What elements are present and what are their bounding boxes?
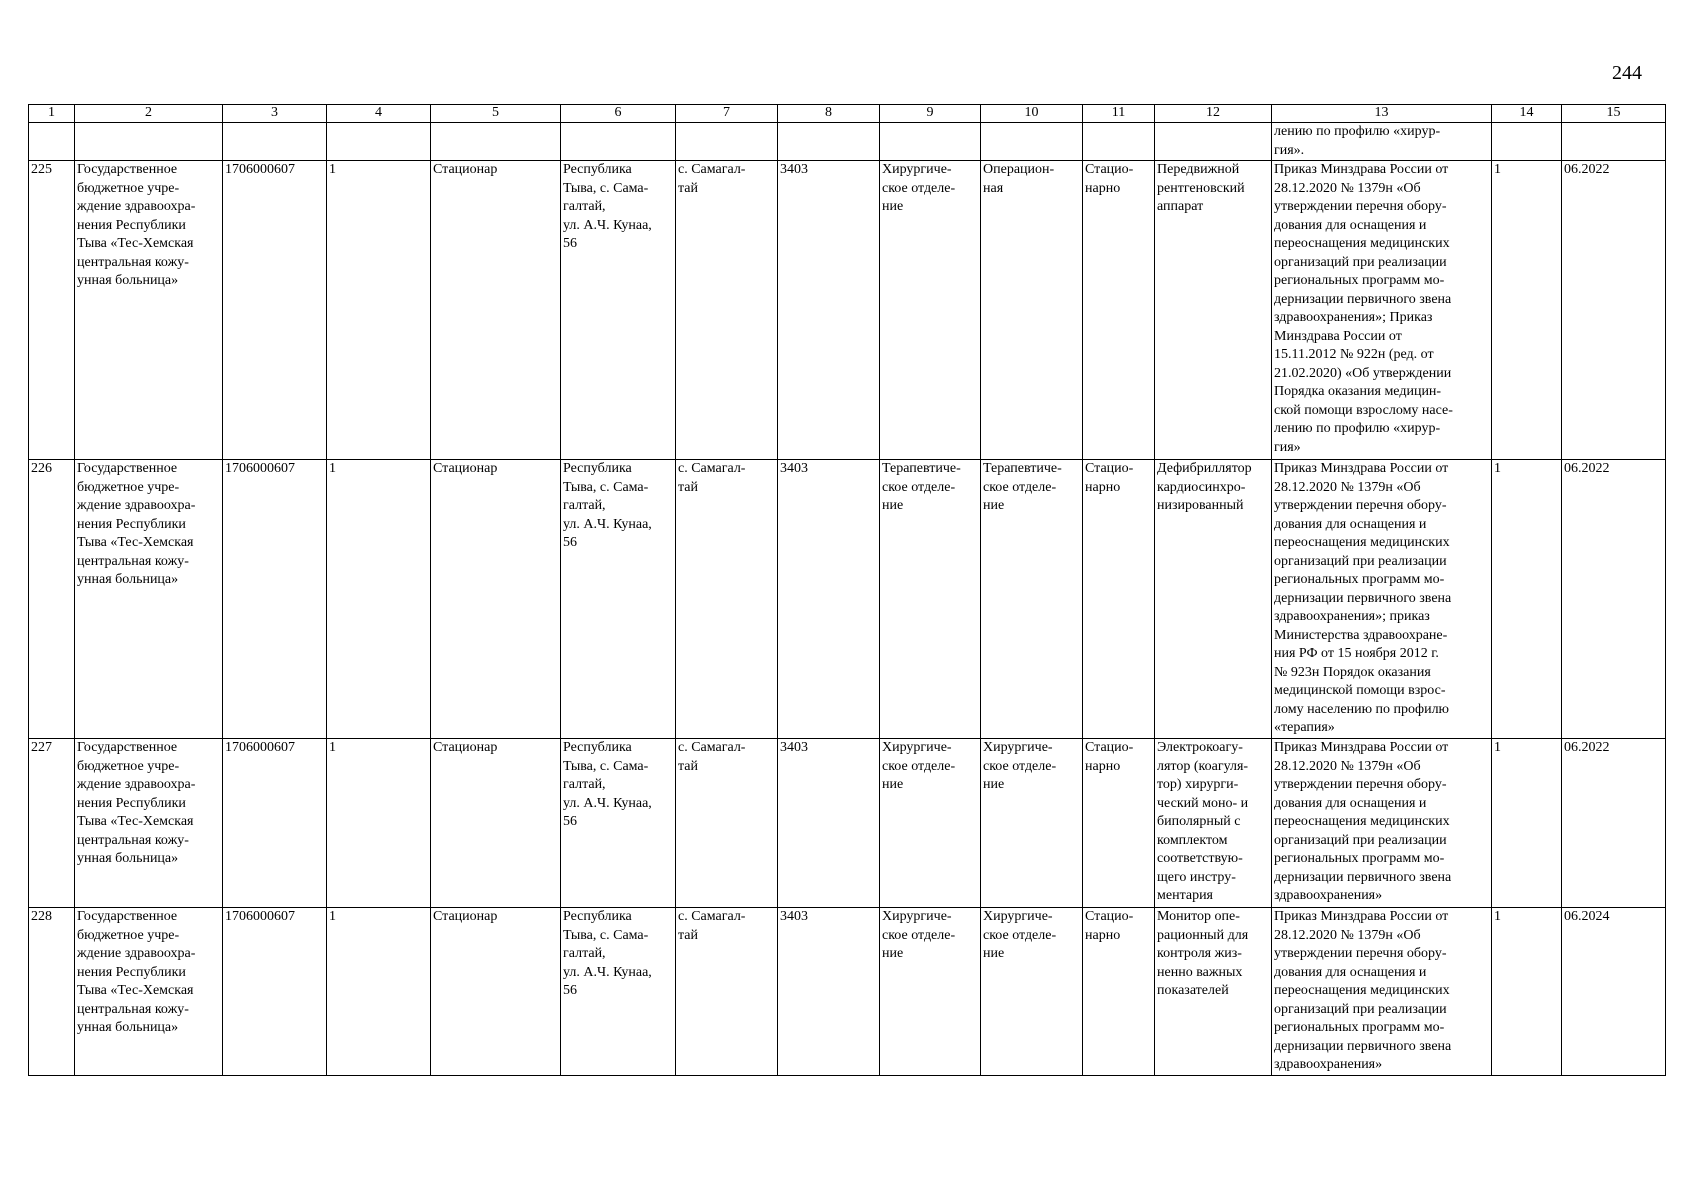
cell xyxy=(223,123,327,161)
column-header: 5 xyxy=(431,105,561,123)
cell xyxy=(880,123,981,161)
quantity-cell: 1 xyxy=(1492,460,1562,739)
cell xyxy=(1155,123,1272,161)
row-number: 226 xyxy=(29,460,75,739)
column-header: 13 xyxy=(1272,105,1492,123)
cell xyxy=(75,123,223,161)
table-row xyxy=(29,460,1666,739)
inn-cell: 1706000607 xyxy=(223,908,327,1076)
cell xyxy=(981,123,1083,161)
settlement-cell: с. Самагал- тай xyxy=(676,161,778,460)
column-header: 1 xyxy=(29,105,75,123)
column-header: 7 xyxy=(676,105,778,123)
quantity-cell: 1 xyxy=(1492,908,1562,1076)
row-number: 225 xyxy=(29,161,75,460)
column-header: 14 xyxy=(1492,105,1562,123)
cell xyxy=(1083,123,1155,161)
facility-type-cell: Стационар xyxy=(431,161,561,460)
cell xyxy=(431,123,561,161)
basis-cell: Приказ Минздрава России от 28.12.2020 № 1379н «Об утверждении перечня обору- дования для оснащения и переоснащения медицинских организаций при реализации региональных программ мо- дернизации первичного звена здравоохранения»; приказ Министерства здравоохране- ния РФ от 15 ноября 2012 г. № 923н Порядок оказания медицинской помощи взрос- лому населению по профилю «терапия» xyxy=(1272,460,1492,739)
cell xyxy=(327,123,431,161)
col4-cell: 1 xyxy=(327,161,431,460)
unit-cell: Хирургиче- ское отделе- ние xyxy=(981,908,1083,1076)
column-header: 11 xyxy=(1083,105,1155,123)
table-row xyxy=(29,908,1666,1076)
column-number-row xyxy=(29,105,1666,123)
organization-cell: Государственное бюджетное учре- ждение здравоохра- нения Республики Тыва «Тес-Хемская центральная кожу- унная больница» xyxy=(75,460,223,739)
facility-type-cell: Стационар xyxy=(431,739,561,908)
department-cell: Терапевтиче- ское отделе- ние xyxy=(880,460,981,739)
equipment-cell: Монитор опе- рационный для контроля жиз- ненно важных показателей xyxy=(1155,908,1272,1076)
mode-cell: Стацио- нарно xyxy=(1083,908,1155,1076)
organization-cell: Государственное бюджетное учре- ждение здравоохра- нения Республики Тыва «Тес-Хемская центральная кожу- унная больница» xyxy=(75,908,223,1076)
facility-type-cell: Стационар xyxy=(431,908,561,1076)
date-cell: 06.2024 xyxy=(1562,908,1666,1076)
row-number: 227 xyxy=(29,739,75,908)
code-cell: 3403 xyxy=(778,161,880,460)
equipment-cell: Дефибриллятор кардиосинхро- низированный xyxy=(1155,460,1272,739)
column-header: 12 xyxy=(1155,105,1272,123)
cell xyxy=(778,123,880,161)
unit-cell: Хирургиче- ское отделе- ние xyxy=(981,739,1083,908)
basis-cell: Приказ Минздрава России от 28.12.2020 № 1379н «Об утверждении перечня обору- дования для оснащения и переоснащения медицинских организаций при реализации региональных программ мо- дернизации первичного звена здравоохранения»; Приказ Минздрава России от 15.11.2012 № 922н (ред. от 21.02.2020) «Об утверждении Порядка оказания медицин- ской помощи взрослому насе- лению по профилю «хирур- гия» xyxy=(1272,161,1492,460)
address-cell: Республика Тыва, с. Сама- галтай, ул. А.Ч. Кунаа, 56 xyxy=(561,908,676,1076)
department-cell: Хирургиче- ское отделе- ние xyxy=(880,161,981,460)
page-number: 244 xyxy=(1612,62,1642,84)
address-cell: Республика Тыва, с. Сама- галтай, ул. А.Ч. Кунаа, 56 xyxy=(561,739,676,908)
date-cell: 06.2022 xyxy=(1562,460,1666,739)
date-cell: 06.2022 xyxy=(1562,739,1666,908)
table-row xyxy=(29,739,1666,908)
column-header: 9 xyxy=(880,105,981,123)
continuation-row xyxy=(29,123,1666,161)
mode-cell: Стацио- нарно xyxy=(1083,161,1155,460)
basis-cell: Приказ Минздрава России от 28.12.2020 № 1379н «Об утверждении перечня обору- дования для оснащения и переоснащения медицинских организаций при реализации региональных программ мо- дернизации первичного звена здравоохранения» xyxy=(1272,908,1492,1076)
unit-cell: Операцион- ная xyxy=(981,161,1083,460)
basis-cell: Приказ Минздрава России от 28.12.2020 № 1379н «Об утверждении перечня обору- дования для оснащения и переоснащения медицинских организаций при реализации региональных программ мо- дернизации первичного звена здравоохранения» xyxy=(1272,739,1492,908)
row-number: 228 xyxy=(29,908,75,1076)
column-header: 2 xyxy=(75,105,223,123)
organization-cell: Государственное бюджетное учре- ждение здравоохра- нения Республики Тыва «Тес-Хемская центральная кожу- унная больница» xyxy=(75,161,223,460)
settlement-cell: с. Самагал- тай xyxy=(676,908,778,1076)
cell xyxy=(561,123,676,161)
department-cell: Хирургиче- ское отделе- ние xyxy=(880,739,981,908)
basis-cell: лению по профилю «хирур- гия». xyxy=(1272,123,1492,161)
mode-cell: Стацио- нарно xyxy=(1083,739,1155,908)
column-header: 4 xyxy=(327,105,431,123)
cell xyxy=(1492,123,1562,161)
equipment-cell: Электрокоагу- лятор (коагуля- тор) хирурги- ческий моно- и биполярный с комплектом соответствую- щего инстру- ментария xyxy=(1155,739,1272,908)
column-header: 3 xyxy=(223,105,327,123)
cell xyxy=(29,123,75,161)
date-cell: 06.2022 xyxy=(1562,161,1666,460)
address-cell: Республика Тыва, с. Сама- галтай, ул. А.Ч. Кунаа, 56 xyxy=(561,161,676,460)
settlement-cell: с. Самагал- тай xyxy=(676,460,778,739)
organization-cell: Государственное бюджетное учре- ждение здравоохра- нения Республики Тыва «Тес-Хемская центральная кожу- унная больница» xyxy=(75,739,223,908)
col4-cell: 1 xyxy=(327,460,431,739)
column-header: 10 xyxy=(981,105,1083,123)
col4-cell: 1 xyxy=(327,739,431,908)
quantity-cell: 1 xyxy=(1492,161,1562,460)
department-cell: Хирургиче- ское отделе- ние xyxy=(880,908,981,1076)
code-cell: 3403 xyxy=(778,908,880,1076)
mode-cell: Стацио- нарно xyxy=(1083,460,1155,739)
address-cell: Республика Тыва, с. Сама- галтай, ул. А.Ч. Кунаа, 56 xyxy=(561,460,676,739)
code-cell: 3403 xyxy=(778,739,880,908)
facility-type-cell: Стационар xyxy=(431,460,561,739)
equipment-cell: Передвижной рентгеновский аппарат xyxy=(1155,161,1272,460)
col4-cell: 1 xyxy=(327,908,431,1076)
cell xyxy=(1562,123,1666,161)
unit-cell: Терапевтиче- ское отделе- ние xyxy=(981,460,1083,739)
column-header: 6 xyxy=(561,105,676,123)
code-cell: 3403 xyxy=(778,460,880,739)
table-row xyxy=(29,161,1666,460)
inn-cell: 1706000607 xyxy=(223,460,327,739)
quantity-cell: 1 xyxy=(1492,739,1562,908)
settlement-cell: с. Самагал- тай xyxy=(676,739,778,908)
inn-cell: 1706000607 xyxy=(223,161,327,460)
cell xyxy=(676,123,778,161)
column-header: 15 xyxy=(1562,105,1666,123)
inn-cell: 1706000607 xyxy=(223,739,327,908)
column-header: 8 xyxy=(778,105,880,123)
equipment-register-table xyxy=(28,104,1666,1076)
